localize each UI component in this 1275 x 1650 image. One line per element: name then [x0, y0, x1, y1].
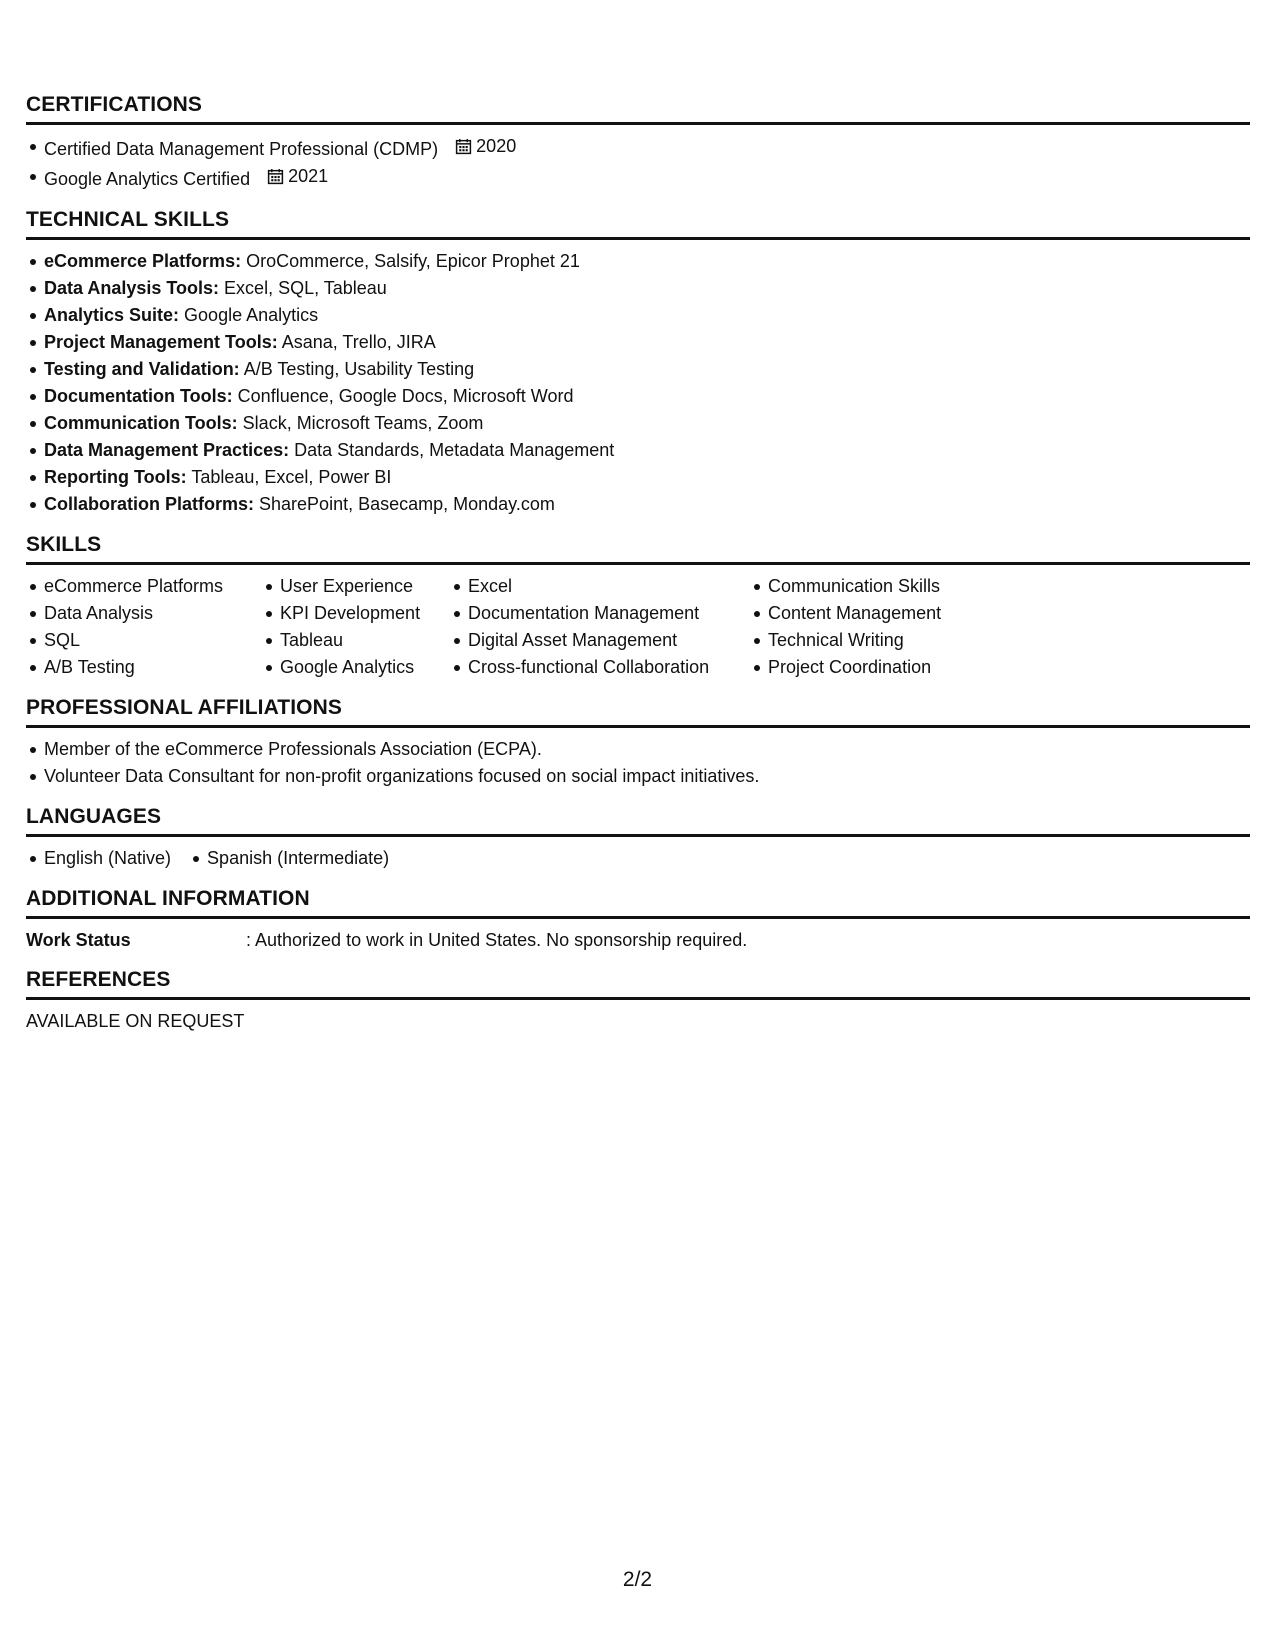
skills-column — [450, 573, 750, 681]
skill-item: A/B Testing — [44, 654, 262, 681]
certification-item — [44, 163, 1250, 193]
technical-skill-item — [44, 302, 1250, 329]
skill-item: Documentation Management — [468, 600, 750, 627]
skill-category: Communication Tools: — [44, 413, 238, 433]
certification-item — [44, 133, 1250, 163]
skill-item: Tableau — [280, 627, 450, 654]
page-number: 2/2 — [622, 1568, 653, 1591]
section-title-additional-info: ADDITIONAL INFORMATION — [26, 886, 1250, 919]
section-title-references: REFERENCES — [26, 967, 1250, 1000]
language-item: English (Native) — [44, 845, 171, 872]
technical-skill-item — [44, 275, 1250, 302]
section-title-languages: LANGUAGES — [26, 804, 1250, 837]
certification-name: Google Analytics Certified — [44, 169, 251, 189]
technical-skill-item — [44, 410, 1250, 437]
skill-values: Excel, SQL, Tableau — [219, 278, 387, 298]
skill-category: Analytics Suite: — [44, 305, 180, 325]
skill-item: Cross-functional Collaboration — [468, 654, 750, 681]
section-title-technical-skills: TECHNICAL SKILLS — [26, 207, 1250, 240]
technical-skill-item — [44, 248, 1250, 275]
skill-values: Confluence, Google Docs, Microsoft Word — [232, 386, 574, 406]
technical-skill-item — [44, 437, 1250, 464]
affiliation-item: Member of the eCommerce Professionals Association (ECPA). — [44, 736, 1250, 763]
skill-values: SharePoint, Basecamp, Monday.com — [254, 494, 555, 514]
skill-category: Documentation Tools: — [44, 386, 233, 406]
technical-skill-item — [44, 464, 1250, 491]
resume-page — [26, 92, 1250, 1048]
technical-skill-item — [44, 383, 1250, 410]
affiliation-item: Volunteer Data Consultant for non-profit organizations focused on social impact initiatives. — [44, 763, 1250, 790]
skill-values: Slack, Microsoft Teams, Zoom — [237, 413, 484, 433]
skill-item: User Experience — [280, 573, 450, 600]
skill-item: SQL — [44, 627, 262, 654]
skill-item: Google Analytics — [280, 654, 450, 681]
skill-values: OroCommerce, Salsify, Epicor Prophet 21 — [241, 251, 580, 271]
skills-column — [26, 573, 262, 681]
certification-date — [455, 133, 516, 160]
skill-item: eCommerce Platforms — [44, 573, 262, 600]
skill-category: eCommerce Platforms: — [44, 251, 242, 271]
skill-values: Asana, Trello, JIRA — [277, 332, 436, 352]
work-status-label: Work Status — [26, 930, 131, 950]
skills-column — [750, 573, 1028, 681]
skill-item: Project Coordination — [768, 654, 1028, 681]
references-text: AVAILABLE ON REQUEST — [26, 1011, 245, 1031]
technical-skill-item — [44, 491, 1250, 518]
skill-category: Reporting Tools: — [44, 467, 187, 487]
technical-skill-item — [44, 356, 1250, 383]
languages-section — [26, 804, 1250, 872]
certification-year: 2021 — [288, 166, 329, 186]
calendar-icon — [455, 138, 472, 155]
certifications-list — [26, 133, 1250, 193]
skill-item: KPI Development — [280, 600, 450, 627]
certification-year: 2020 — [476, 136, 517, 156]
skill-category: Data Analysis Tools: — [44, 278, 220, 298]
affiliations-section — [26, 695, 1250, 790]
certification-name: Certified Data Management Professional (CDMP) — [44, 139, 439, 159]
affiliations-list — [26, 736, 1250, 790]
skills-section — [26, 532, 1250, 681]
certification-date — [267, 163, 328, 190]
skill-item: Data Analysis — [44, 600, 262, 627]
skills-grid — [26, 573, 1250, 681]
section-title-affiliations: PROFESSIONAL AFFILIATIONS — [26, 695, 1250, 728]
skill-values: Google Analytics — [179, 305, 319, 325]
technical-skills-list — [26, 248, 1250, 518]
languages-list — [26, 845, 1250, 872]
language-item: Spanish (Intermediate) — [207, 845, 389, 872]
skill-category: Project Management Tools: — [44, 332, 278, 352]
technical-skills-section — [26, 207, 1250, 518]
work-status-value: : Authorized to work in United States. No sponsorship required. — [246, 930, 748, 950]
skill-category: Data Management Practices: — [44, 440, 290, 460]
skill-values: Tableau, Excel, Power BI — [186, 467, 392, 487]
skill-category: Testing and Validation: — [44, 359, 240, 379]
skill-item: Digital Asset Management — [468, 627, 750, 654]
certifications-section — [26, 92, 1250, 193]
additional-info-section — [26, 886, 1250, 953]
references-section — [26, 967, 1250, 1034]
calendar-icon — [267, 168, 284, 185]
section-title-skills: SKILLS — [26, 532, 1250, 565]
skill-item: Excel — [468, 573, 750, 600]
section-title-certifications: CERTIFICATIONS — [26, 92, 1250, 125]
skill-item: Communication Skills — [768, 573, 1028, 600]
skill-item: Technical Writing — [768, 627, 1028, 654]
skill-category: Collaboration Platforms: — [44, 494, 255, 514]
technical-skill-item — [44, 329, 1250, 356]
skills-column — [262, 573, 450, 681]
skill-values: Data Standards, Metadata Management — [289, 440, 615, 460]
skill-values: A/B Testing, Usability Testing — [239, 359, 475, 379]
skill-item: Content Management — [768, 600, 1028, 627]
work-status-row — [26, 927, 1250, 953]
